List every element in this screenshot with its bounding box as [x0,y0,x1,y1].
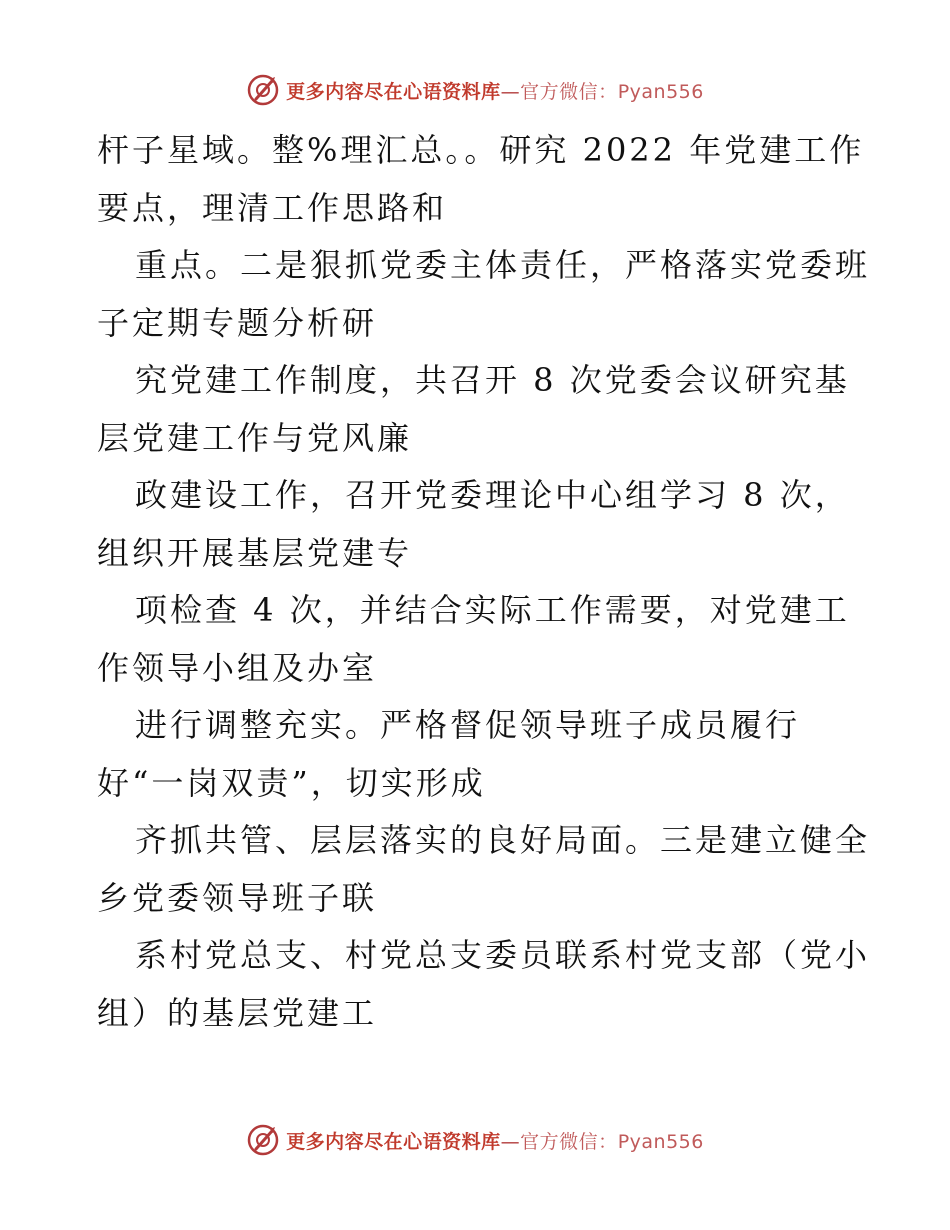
footer-watermark [0,1120,950,1160]
text-line: 杆子星域。整%理汇总。。研究 2022 年党建工作 [97,131,865,169]
pen-logo-icon [246,73,280,107]
watermark-separator: — [500,80,521,103]
text-line: 重点。二是狠抓党委主体责任，严格落实党委班 [135,246,871,284]
watermark-text [286,77,704,104]
watermark-text [286,1127,704,1154]
watermark-brand: 更多内容尽在心语资料库 [286,1130,501,1153]
text-line: 要点，理清工作思路和 [97,188,448,227]
text-line: 进行调整充实。严格督促领导班子成员履行 [135,706,801,744]
watermark-brand: 更多内容尽在心语资料库 [286,80,501,103]
text-line: 好“一岗双责”，切实形成 [97,763,486,802]
text-line: 子定期专题分析研 [97,303,378,342]
text-line: 组）的基层党建工 [97,993,378,1032]
watermark-wechat-id: Pyan556 [617,80,704,103]
watermark-wechat-label: 官方微信： [520,1130,618,1153]
text-line: 组织开展基层党建专 [97,533,413,572]
watermark-separator: — [500,1130,521,1153]
text-line: 层党建工作与党风廉 [97,418,413,457]
text-line: 乡党委领导班子联 [97,878,378,917]
header-watermark [0,70,950,110]
watermark-wechat-label: 官方微信： [520,80,618,103]
watermark-wechat-id: Pyan556 [617,1130,704,1153]
text-line: 究党建工作制度，共召开 8 次党委会议研究基 [135,361,850,399]
text-line: 作领导小组及办室 [97,648,378,687]
text-line: 政建设工作，召开党委理论中心组学习 8 次， [135,476,850,514]
text-line: 系村党总支、村党总支委员联系村党支部（党小 [135,936,871,974]
pen-logo-icon [246,1123,280,1157]
document-body [97,122,871,1042]
text-line: 项检查 4 次，并结合实际工作需要，对党建工 [135,591,850,629]
text-line: 齐抓共管、层层落实的良好局面。三是建立健全 [135,821,871,859]
